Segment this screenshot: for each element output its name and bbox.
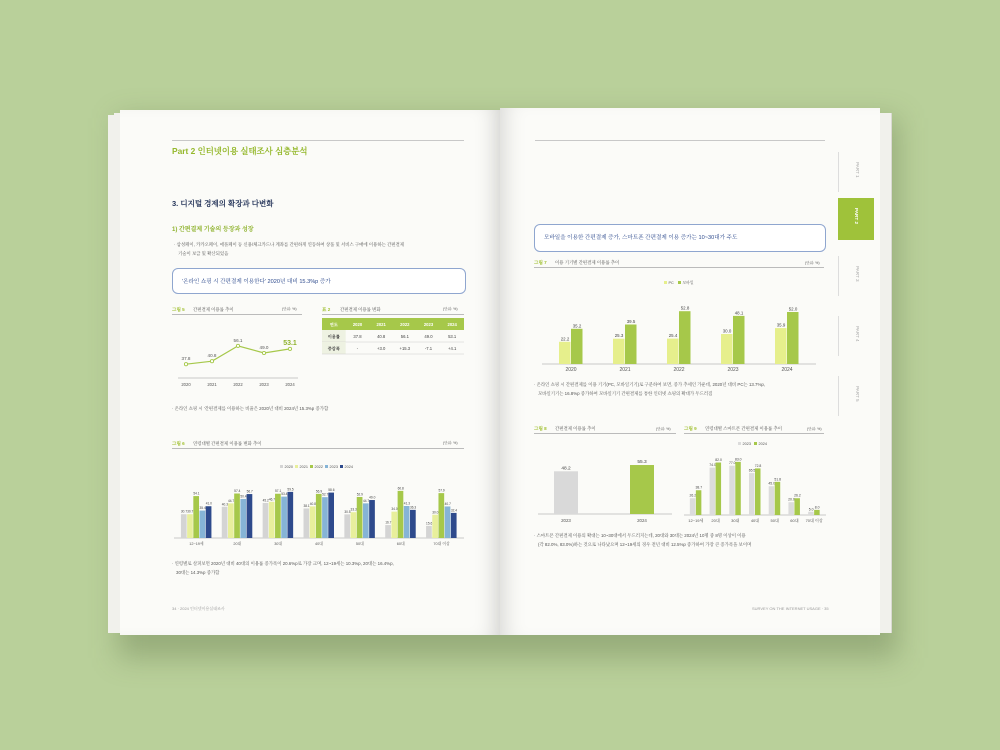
fig7-data-label: 22.2	[560, 336, 570, 342]
fig6-data-label: 41.3	[403, 501, 411, 506]
fig9-x-tick: 12~19세	[688, 518, 704, 523]
fig8-data-label: 48.2	[561, 466, 571, 472]
fig6-data-label: 30.7	[187, 509, 194, 514]
fig9-data-label: 82.0	[715, 458, 722, 463]
fig8-label: 그림 8	[534, 426, 547, 431]
fig8-bar	[554, 471, 578, 514]
fig6-bar	[310, 506, 316, 538]
fig6-data-label: 59.5	[287, 487, 294, 492]
fig9-x-tick: 20대	[711, 518, 720, 523]
fig5-point	[262, 351, 265, 354]
fig9-data-label: 74.0	[709, 463, 716, 468]
fig6-legend-swatch	[325, 465, 328, 468]
table2-header-cell: 2021	[376, 322, 386, 327]
fig7-bar	[571, 329, 583, 364]
fig7-bar	[775, 328, 787, 364]
fig6-bar	[228, 503, 234, 538]
fig5-x-tick: 2020	[181, 382, 191, 387]
fig7-rule	[534, 267, 824, 268]
fig6-x-tick: 40대	[315, 542, 323, 546]
fig9-data-label: 45.0	[768, 481, 776, 486]
fig5-point	[210, 360, 213, 363]
part-tab-3[interactable]	[838, 256, 875, 296]
fig6-legend-swatch	[295, 465, 298, 468]
fig6-bar	[247, 494, 253, 538]
fig7-bar	[559, 342, 571, 364]
fig6-data-label: 46.7	[268, 497, 276, 502]
fig7-data-label: 35.2	[572, 323, 582, 329]
fig9-bar	[755, 468, 761, 515]
fig5-rule	[172, 314, 302, 315]
fig8-rule	[534, 433, 676, 434]
fig6-bar	[357, 497, 363, 538]
left-callout-text: '온라인 쇼핑 시 간편결제 이용한다' 2020년 대비 15.3%p 증가	[182, 279, 331, 285]
part-header: Part 2 인터넷이용 실태조사 심층분석	[172, 146, 308, 156]
fig6-bar	[187, 514, 193, 538]
fig6-data-label: 52.9	[356, 492, 363, 497]
fig9-bar	[696, 490, 702, 515]
fig5-x-tick: 2022	[233, 382, 243, 387]
fig9-bar	[808, 512, 813, 515]
table2-cell: 56.1	[400, 334, 409, 339]
fig6-bar	[410, 510, 416, 538]
fig7-unit: (단위: %)	[805, 261, 820, 265]
table2-header-cell: 2022	[400, 322, 410, 327]
subsection-title: 1) 간편결제 기술의 등장과 성장	[172, 227, 254, 233]
fig6-bar	[351, 512, 357, 538]
right-note-2-line-1: · 스마트폰 간편결제 이용의 확대는 10~30대에서 두드러지는데, 20대와 30대는 2024년 10명 중 8명 이상이 이용	[534, 533, 746, 538]
fig5-data-label: 37.8	[181, 356, 191, 362]
fig6-data-label: 44.7	[227, 498, 235, 503]
bar-chart-fig9	[684, 437, 826, 527]
right-note-1-line-2: 모바일기기는 16.8%p 증가하여 모바일기기 간편결제를 통한 인터넷 쇼핑의 확대가 두드러짐	[538, 391, 713, 396]
table2-header-cell: 연도	[329, 322, 338, 327]
part-tab-2[interactable]	[838, 198, 874, 240]
left-top-rule	[172, 140, 464, 141]
fig6-rule	[172, 448, 464, 449]
fig6-bar	[222, 507, 228, 538]
fig9-bar	[794, 498, 800, 515]
fig6-data-label: 60.8	[397, 486, 404, 491]
fig6-data-label: 56.9	[315, 489, 323, 494]
right-note-2-line-2: (각 82.0%, 83.0%)하는 것으로 나타났으며 12~19세의 경우 전년 대비 12.5%p 증가하여 가장 큰 증가폭을 보이며	[538, 542, 752, 547]
fig5-point	[184, 363, 187, 366]
fig7-x-tick: 2023	[727, 367, 739, 373]
fig5-data-label: 53.1	[283, 339, 297, 347]
fig5-label: 그림 5	[172, 307, 185, 312]
right-top-rule	[535, 140, 825, 141]
fig7-legend-swatch	[664, 281, 667, 284]
fig9-data-label: 72.8	[754, 463, 762, 468]
table2-cell: +15.3	[399, 346, 411, 351]
bar-chart-fig8	[534, 440, 676, 526]
fig6-data-label: 58.6	[328, 488, 335, 493]
fig8-title: 간편결제 이용률 추이	[555, 426, 596, 431]
fig6-data-label: 56.7	[246, 489, 253, 494]
fig7-legend-swatch	[678, 281, 681, 284]
fig6-legend-swatch	[340, 465, 343, 468]
fig6-bar	[269, 502, 275, 538]
fig9-label: 그림 9	[684, 426, 697, 431]
fig6-x-tick: 12~19세	[189, 542, 204, 546]
fig9-rule	[684, 433, 824, 434]
fig8-bar	[630, 465, 654, 514]
table2-unit: (단위: %)	[443, 307, 458, 311]
fig6-bar	[432, 515, 438, 538]
right-footer: SURVEY ON THE INTERNET USAGE · 35	[752, 606, 829, 611]
table2-header-cell: 2024	[447, 322, 457, 327]
fig6-data-label: 45.2	[262, 498, 269, 503]
fig5-unit: (단위: %)	[282, 307, 297, 311]
right-page	[500, 108, 880, 635]
fig6-data-label: 40.8	[309, 501, 316, 506]
fig6-bar	[240, 499, 246, 538]
fig6-data-label: 53.4	[281, 492, 288, 497]
fig7-bar	[721, 334, 733, 364]
fig7-x-tick: 2021	[619, 367, 631, 373]
fig6-data-label: 41.0	[205, 501, 212, 506]
fig7-x-tick: 2022	[673, 367, 685, 373]
fig6-bar	[263, 503, 269, 538]
section-title: 3. 디지털 경제의 확장과 다변화	[172, 199, 274, 208]
fig6-data-label: 30.7	[180, 509, 188, 514]
table2-cell: +3.0	[377, 346, 386, 351]
fig6-data-label: 35.4	[199, 506, 206, 511]
fig8-unit: (단위: %)	[656, 427, 671, 431]
left-footer: 34 · 2024 인터넷이용실태조사	[172, 606, 225, 611]
left-note-2-line-2: 30대는 14.3%p 증가함	[176, 570, 220, 575]
fig6-legend-swatch	[280, 465, 283, 468]
fig7-bar	[733, 316, 745, 364]
fig6-data-label: 52.7	[322, 492, 329, 497]
table2-cell: -	[356, 346, 359, 351]
fig7-bar	[625, 325, 637, 365]
fig6-x-tick: 60대	[396, 542, 405, 546]
table2-cell: 증감폭	[327, 346, 340, 351]
fig6-x-tick: 20대	[233, 542, 242, 546]
fig9-data-label: 38.7	[695, 485, 703, 490]
fig5-series-line	[186, 346, 290, 364]
fig9-data-label: 65.5	[748, 468, 756, 473]
fig6-title: 연령대별 간편결제 이용률 변화 추이	[193, 441, 262, 446]
fig9-bar	[735, 462, 741, 515]
fig6-data-label: 50.4	[240, 494, 247, 499]
fig9-bar	[716, 463, 722, 515]
fig5-x-tick: 2023	[259, 382, 269, 387]
part-tab-label: PART 5	[855, 386, 860, 402]
fig7-data-label: 48.1	[734, 310, 744, 316]
fig6-legend-label: 2022	[314, 465, 323, 469]
table2-cell: +4.1	[448, 346, 457, 351]
table2-cell: 37.8	[353, 334, 362, 339]
intro-line-1: · 삼성페이, 카카오페이, 애플페이 등 신용/체크카드나 계좌를 간편하게 연동하여 상품 및 서비스 구매에 이용하는 간편결제	[174, 242, 405, 247]
fig9-legend-label: 2024	[758, 442, 767, 446]
fig9-data-label: 26.2	[794, 493, 801, 498]
fig6-bar	[181, 514, 187, 538]
fig9-bar	[710, 468, 716, 515]
fig7-data-label: 52.8	[680, 305, 690, 311]
fig6-bar	[369, 500, 375, 538]
fig6-legend-label: 2023	[329, 465, 338, 469]
fig6-bar	[363, 503, 369, 538]
fig6-data-label: 32.4	[450, 508, 458, 513]
table-2	[322, 318, 464, 362]
fig9-bar	[769, 486, 775, 515]
fig6-bar	[275, 494, 281, 538]
fig9-data-label: 51.8	[774, 477, 782, 482]
fig6-data-label: 16.7	[385, 520, 392, 525]
table2-cell: 53.1	[448, 334, 457, 339]
fig9-x-tick: 30대	[731, 518, 740, 523]
fig6-bar	[200, 511, 206, 538]
fig6-x-tick: 50대	[355, 542, 364, 546]
fig5-data-label: 40.8	[207, 353, 217, 359]
fig6-data-label: 15.6	[426, 521, 433, 526]
fig6-data-label: 33.3	[350, 507, 357, 512]
fig6-data-label: 30.0	[432, 510, 439, 515]
bar-chart-fig7	[534, 272, 824, 373]
fig9-bar	[775, 482, 781, 515]
fig6-bar	[438, 493, 444, 538]
part-tab-label: PART 4	[855, 326, 860, 342]
part-tab-label: PART 1	[855, 162, 860, 178]
fig7-title: 이용 기기별 간편결제 이용률 추이	[555, 260, 620, 265]
fig9-x-tick: 60대	[790, 518, 799, 523]
fig6-data-label: 57.4	[234, 489, 241, 494]
fig9-data-label: 26.2	[689, 493, 697, 498]
fig9-x-tick: 40대	[750, 518, 760, 523]
fig9-x-tick: 70대 이상	[805, 518, 823, 523]
fig6-bar	[451, 513, 457, 538]
table2-rule	[322, 314, 464, 315]
fig7-x-tick: 2020	[565, 367, 577, 373]
fig9-unit: (단위: %)	[807, 427, 822, 431]
fig6-label: 그림 6	[172, 441, 185, 446]
fig6-unit: (단위: %)	[443, 441, 458, 445]
fig6-legend-label: 2021	[299, 465, 308, 469]
fig7-label: 그림 7	[534, 260, 547, 265]
fig7-bar	[679, 311, 691, 364]
table2-cell: 49.0	[424, 334, 433, 339]
fig6-bar	[328, 493, 334, 538]
fig6-bar	[398, 491, 404, 538]
fig6-data-label: 30.5	[344, 509, 351, 514]
fig6-legend-swatch	[310, 465, 313, 468]
fig6-data-label: 38.1	[303, 503, 310, 508]
part-tab-label: PART 3	[855, 266, 860, 282]
fig7-bar	[787, 312, 799, 364]
fig7-data-label: 52.0	[788, 306, 798, 312]
fig6-data-label: 40.3	[221, 502, 228, 507]
fig6-bar	[391, 512, 397, 538]
table2-cell: 이용률	[327, 334, 340, 339]
fig6-data-label: 34.0	[391, 507, 398, 512]
intro-line-2: 기술이 보급 및 확산되었음	[178, 251, 229, 256]
fig6-legend-label: 2024	[344, 465, 353, 469]
fig6-bar	[287, 492, 293, 538]
fig5-point	[236, 344, 239, 347]
fig6-bar	[344, 514, 350, 538]
fig6-data-label: 44.7	[362, 498, 370, 503]
line-chart-fig5	[172, 318, 304, 392]
table2-cell: -7.1	[424, 346, 433, 351]
table2-header-cell: 2020	[352, 322, 363, 327]
fig6-bar	[404, 506, 410, 538]
fig6-bar	[206, 506, 212, 538]
table2-cell: 40.8	[377, 334, 386, 339]
fig5-x-tick: 2021	[207, 382, 217, 387]
fig6-data-label: 57.9	[438, 488, 445, 493]
fig6-bar	[304, 508, 310, 538]
fig6-legend-label: 2020	[284, 465, 293, 469]
fig9-x-tick: 50대	[770, 518, 779, 523]
left-note-2-line-1: · 연령별로 살펴보면 2020년 대비 40대의 이용률 증가폭이 20.6%p로 가장 크며, 12~19세는 10.3%p, 20대는 16.4%p,	[172, 561, 394, 566]
fig6-data-label: 40.7	[444, 501, 451, 506]
fig9-title: 연령대별 스마트폰 간편결제 이용률 추이	[705, 426, 782, 431]
fig6-data-label: 57.1	[275, 489, 282, 494]
fig7-x-tick: 2024	[781, 367, 793, 373]
part-tab-1[interactable]	[838, 152, 875, 192]
fig8-x-tick: 2023	[561, 518, 571, 523]
fig6-x-tick: 70대 이상	[433, 542, 450, 546]
right-callout-text: 모바일을 이용한 간편결제 증가, 스마트폰 간편결제 이용 증가는 10~30대가 주도	[544, 235, 738, 241]
part-tab-5[interactable]	[838, 376, 875, 416]
fig6-data-label: 49.0	[369, 495, 376, 500]
fig7-data-label: 30.0	[722, 328, 732, 334]
fig6-bar	[316, 494, 322, 538]
fig6-x-tick: 30대	[274, 542, 283, 546]
left-note-1: · 온라인 쇼핑 시 '간편결제를 이용하는 비율은 2020년 대비 2024년 15.3%p 증가함	[172, 406, 329, 411]
fig6-bar	[193, 496, 199, 538]
table2-header-cell: 2023	[423, 322, 434, 327]
fig9-data-label: 8.0	[814, 505, 820, 510]
fig7-bar	[613, 339, 625, 364]
fig8-data-label: 55.3	[637, 460, 647, 466]
fig5-point	[288, 347, 291, 350]
fig9-legend-swatch	[754, 442, 757, 445]
fig7-bar	[667, 339, 679, 364]
fig5-x-tick: 2024	[285, 382, 295, 387]
fig9-data-label: 83.0	[734, 457, 742, 462]
fig5-title: 간편결제 이용률 추이	[193, 307, 234, 312]
fig6-data-label: 54.1	[193, 491, 200, 496]
fig9-bar	[814, 510, 820, 515]
table2-title: 간편결제 이용률 변화	[340, 307, 381, 312]
table2-header-bg	[322, 318, 464, 330]
part-tab-4[interactable]	[838, 316, 875, 356]
fig6-bar	[234, 494, 240, 538]
bar-chart-fig6	[172, 458, 464, 550]
fig9-bar	[729, 466, 735, 515]
fig9-bar	[749, 473, 755, 515]
fig9-legend-label: 2023	[742, 442, 751, 446]
fig5-data-label: 49.0	[259, 345, 269, 350]
fig7-data-label: 25.3	[614, 333, 624, 339]
fig9-bar	[690, 498, 696, 515]
fig6-bar	[426, 526, 432, 538]
fig7-legend-label: 모바일	[682, 281, 694, 285]
fig9-data-label: 20.0	[788, 497, 795, 502]
fig6-bar	[322, 497, 328, 538]
part-tab-label: PART 2	[854, 208, 859, 224]
fig6-bar	[385, 525, 391, 538]
fig8-x-tick: 2024	[637, 518, 647, 523]
fig5-data-label: 56.1	[233, 337, 243, 343]
right-note-1-line-1: · 온라인 쇼핑 시 간편결제를 이용 기기(PC, 모바일기기)로 구분하여 보면, 증가 추세인 가운데, 2020년 대비 PC는 13.7%p,	[534, 382, 766, 387]
fig6-bar	[445, 506, 451, 538]
fig6-bar	[281, 497, 287, 538]
fig9-data-label: 77.0	[728, 461, 736, 466]
fig7-data-label: 35.9	[776, 322, 786, 328]
fig9-legend-swatch	[738, 442, 741, 445]
fig7-legend-label: PC	[668, 281, 674, 285]
fig9-data-label: 5.0	[808, 507, 814, 512]
fig9-bar	[788, 502, 794, 515]
fig7-data-label: 25.4	[668, 333, 678, 339]
table2-label: 표 2	[322, 307, 331, 312]
fig6-data-label: 36.3	[410, 505, 417, 510]
fig7-data-label: 39.5	[626, 319, 636, 324]
